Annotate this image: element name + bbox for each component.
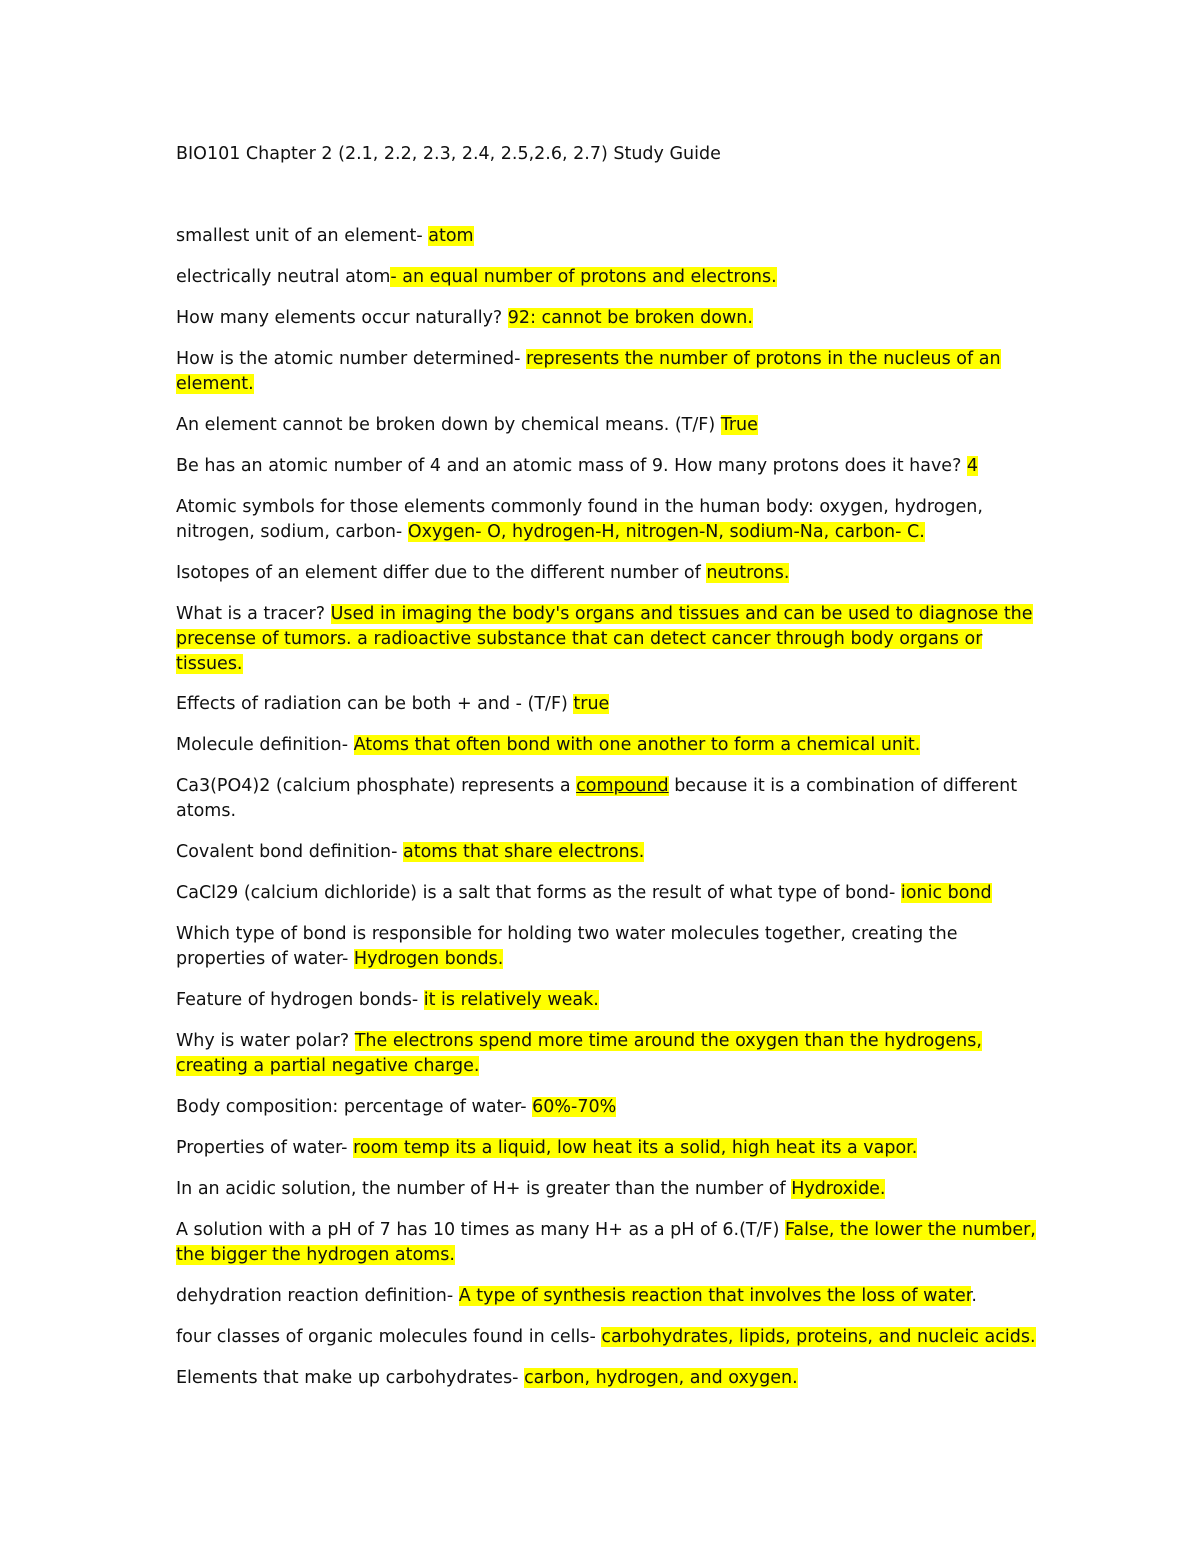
question: How many elements occur naturally? [176, 308, 508, 328]
question-continuation: . [971, 1286, 977, 1306]
qa-item-14 [176, 881, 1036, 906]
qa-item-18 [176, 1095, 1036, 1120]
question: An element cannot be broken down by chemical means. (T/F) [176, 415, 721, 435]
answer-highlight: carbon, hydrogen, and oxygen. [524, 1368, 798, 1388]
answer-highlight: true [573, 694, 610, 714]
qa-item-20 [176, 1177, 1036, 1202]
answer-highlight: False, the lower the number, the bigger the hydrogen atoms. [176, 1220, 1036, 1265]
answer-highlight: atoms that share electrons. [402, 842, 645, 862]
answer-highlight: Oxygen- O, hydrogen-H, nitrogen-N, sodium-Na, carbon- C. [407, 522, 925, 542]
answer-highlight: True [720, 415, 758, 435]
qa-item-3 [176, 306, 1036, 331]
answer-highlight: ionic bond [900, 883, 992, 903]
qa-item-22 [176, 1284, 1036, 1309]
qa-item-19 [176, 1136, 1036, 1161]
question: A solution with a pH of 7 has 10 times as many H+ as a pH of 6.(T/F) [176, 1220, 785, 1240]
answer-highlight: atom [428, 226, 474, 246]
qa-item-13 [176, 840, 1036, 865]
answer-highlight: Used in imaging the body's organs and tissues and can be used to diagnose the precense of tumors. a radioactive substance that can detect cancer through body organs or tissues. [176, 604, 1033, 674]
qa-item-15 [176, 922, 1036, 972]
question-continuation: because it is a combination of different atoms. [176, 776, 1018, 821]
answer-highlight: Atoms that often bond with one another to form a chemical unit. [353, 735, 921, 755]
question: electrically neutral atom [176, 267, 391, 287]
question: Be has an atomic number of 4 and an atomic mass of 9. How many protons does it have? [176, 456, 967, 476]
answer-highlight: room temp its a liquid, low heat its a solid, high heat its a vapor. [353, 1138, 918, 1158]
question: Which type of bond is responsible for holding two water molecules together, creating the properties of water- [176, 924, 958, 969]
answer-highlight: it is relatively weak. [423, 990, 599, 1010]
qa-item-24 [176, 1366, 1036, 1391]
question: Covalent bond definition- [176, 842, 403, 862]
qa-item-1 [176, 224, 1036, 249]
question: Feature of hydrogen bonds- [176, 990, 424, 1010]
question: four classes of organic molecules found in cells- [176, 1327, 602, 1347]
question: dehydration reaction definition- [176, 1286, 459, 1306]
answer-highlight: The electrons spend more time around the oxygen than the hydrogens, creating a partial negative charge. [176, 1031, 982, 1076]
question: Molecule definition- [176, 735, 354, 755]
answer-highlight: 92: cannot be broken down. [507, 308, 753, 328]
question: Effects of radiation can be both + and - (T/F) [176, 694, 574, 714]
qa-item-9 [176, 602, 1036, 677]
qa-item-17 [176, 1029, 1036, 1079]
question: What is a tracer? [176, 604, 331, 624]
question: Body composition: percentage of water- [176, 1097, 533, 1117]
answer-highlight: compound [576, 776, 669, 796]
qa-item-16 [176, 988, 1036, 1013]
question: Atomic symbols for those elements commonly found in the human body: oxygen, hydrogen, nitrogen, sodium, carbon- [176, 497, 983, 542]
answer-highlight: carbohydrates, lipids, proteins, and nucleic acids. [601, 1327, 1036, 1347]
qa-item-6 [176, 454, 1036, 479]
qa-item-2 [176, 265, 1036, 290]
answer-highlight: represents the number of protons in the nucleus of an element. [176, 349, 1001, 394]
qa-item-12 [176, 774, 1036, 824]
question: Why is water polar? [176, 1031, 355, 1051]
qa-item-7 [176, 495, 1036, 545]
question: Isotopes of an element differ due to the different number of [176, 563, 707, 583]
question: Elements that make up carbohydrates- [176, 1368, 525, 1388]
answer-highlight: Hydrogen bonds. [353, 949, 504, 969]
qa-item-8 [176, 561, 1036, 586]
qa-item-11 [176, 733, 1036, 758]
qa-item-10 [176, 692, 1036, 717]
answer-highlight: A type of synthesis reaction that involves the loss of water [458, 1286, 972, 1306]
answer-highlight: - an equal number of protons and electrons. [390, 267, 777, 287]
answer-highlight: 4 [966, 456, 979, 476]
question: Properties of water- [176, 1138, 354, 1158]
qa-item-23 [176, 1325, 1036, 1350]
answer-highlight: 60%-70% [532, 1097, 617, 1117]
question: How is the atomic number determined- [176, 349, 526, 369]
qa-item-21 [176, 1218, 1036, 1268]
qa-item-5 [176, 413, 1036, 438]
question: CaCl29 (calcium dichloride) is a salt that forms as the result of what type of bond- [176, 883, 901, 903]
question: Ca3(PO4)2 (calcium phosphate) represents a [176, 776, 577, 796]
question: smallest unit of an element- [176, 226, 429, 246]
answer-highlight: Hydroxide. [791, 1179, 886, 1199]
question: In an acidic solution, the number of H+ is greater than the number of [176, 1179, 792, 1199]
document-title: BIO101 Chapter 2 (2.1, 2.2, 2.3, 2.4, 2.5,2.6, 2.7) Study Guide [176, 144, 721, 164]
qa-item-4 [176, 347, 1036, 397]
answer-highlight: neutrons. [706, 563, 790, 583]
